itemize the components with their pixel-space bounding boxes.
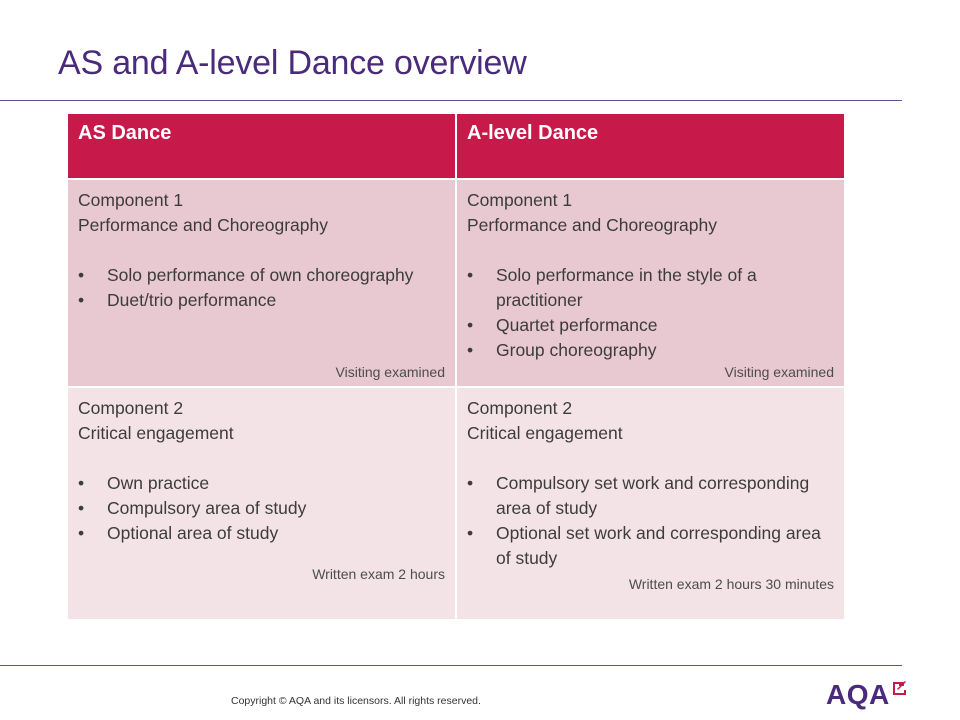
as-component-1-cell bbox=[68, 179, 456, 387]
top-divider bbox=[0, 100, 902, 101]
component-name: Component 1 bbox=[78, 190, 184, 210]
bottom-divider bbox=[0, 665, 902, 666]
overview-table bbox=[68, 114, 844, 619]
component-subtitle: Performance and Choreography bbox=[467, 215, 718, 235]
component-name: Component 2 bbox=[78, 398, 184, 418]
component-name: Component 2 bbox=[467, 398, 573, 418]
component-subtitle: Critical engagement bbox=[467, 423, 623, 443]
bullet-list bbox=[78, 263, 445, 313]
al-component-2-cell bbox=[456, 387, 844, 619]
al-component-1-cell bbox=[456, 179, 844, 387]
list-item: • Compulsory set work and corresponding area of study bbox=[467, 471, 834, 521]
list-item: • Own practice bbox=[78, 471, 445, 496]
list-item: • Solo performance of own choreography bbox=[78, 263, 445, 288]
list-item: • Group choreography bbox=[467, 338, 834, 363]
list-item: • Optional set work and corresponding area of study bbox=[467, 521, 834, 571]
assessment-note: Written exam 2 hours bbox=[312, 566, 445, 582]
assessment-note: Written exam 2 hours 30 minutes bbox=[628, 576, 834, 592]
logo-mark-icon bbox=[892, 680, 906, 696]
list-item: • Quartet performance bbox=[467, 313, 834, 338]
bullet-list bbox=[467, 471, 834, 571]
component-1-row bbox=[68, 179, 844, 387]
list-item: • Duet/trio performance bbox=[78, 288, 445, 313]
list-item: • Optional area of study bbox=[78, 521, 445, 546]
header-as-dance: AS Dance bbox=[68, 114, 456, 179]
list-item: • Solo performance in the style of a practitioner bbox=[467, 263, 834, 313]
component-subtitle: Performance and Choreography bbox=[78, 215, 329, 235]
bullet-list bbox=[78, 471, 445, 546]
logo-text: AQA bbox=[826, 679, 890, 710]
component-2-row bbox=[68, 387, 844, 619]
header-a-level-dance: A-level Dance bbox=[456, 114, 844, 179]
assessment-note: Visiting examined bbox=[335, 364, 445, 380]
as-component-2-cell bbox=[68, 387, 456, 619]
copyright-notice: Copyright © AQA and its licensors. All rights reserved. bbox=[231, 695, 481, 707]
aqa-logo bbox=[826, 680, 906, 710]
list-item: • Compulsory area of study bbox=[78, 496, 445, 521]
slide-title: AS and A-level Dance overview bbox=[58, 44, 527, 82]
bullet-list bbox=[467, 263, 834, 363]
component-subtitle: Critical engagement bbox=[78, 423, 234, 443]
assessment-note: Visiting examined bbox=[724, 364, 834, 380]
header-row bbox=[68, 114, 844, 179]
component-name: Component 1 bbox=[467, 190, 573, 210]
